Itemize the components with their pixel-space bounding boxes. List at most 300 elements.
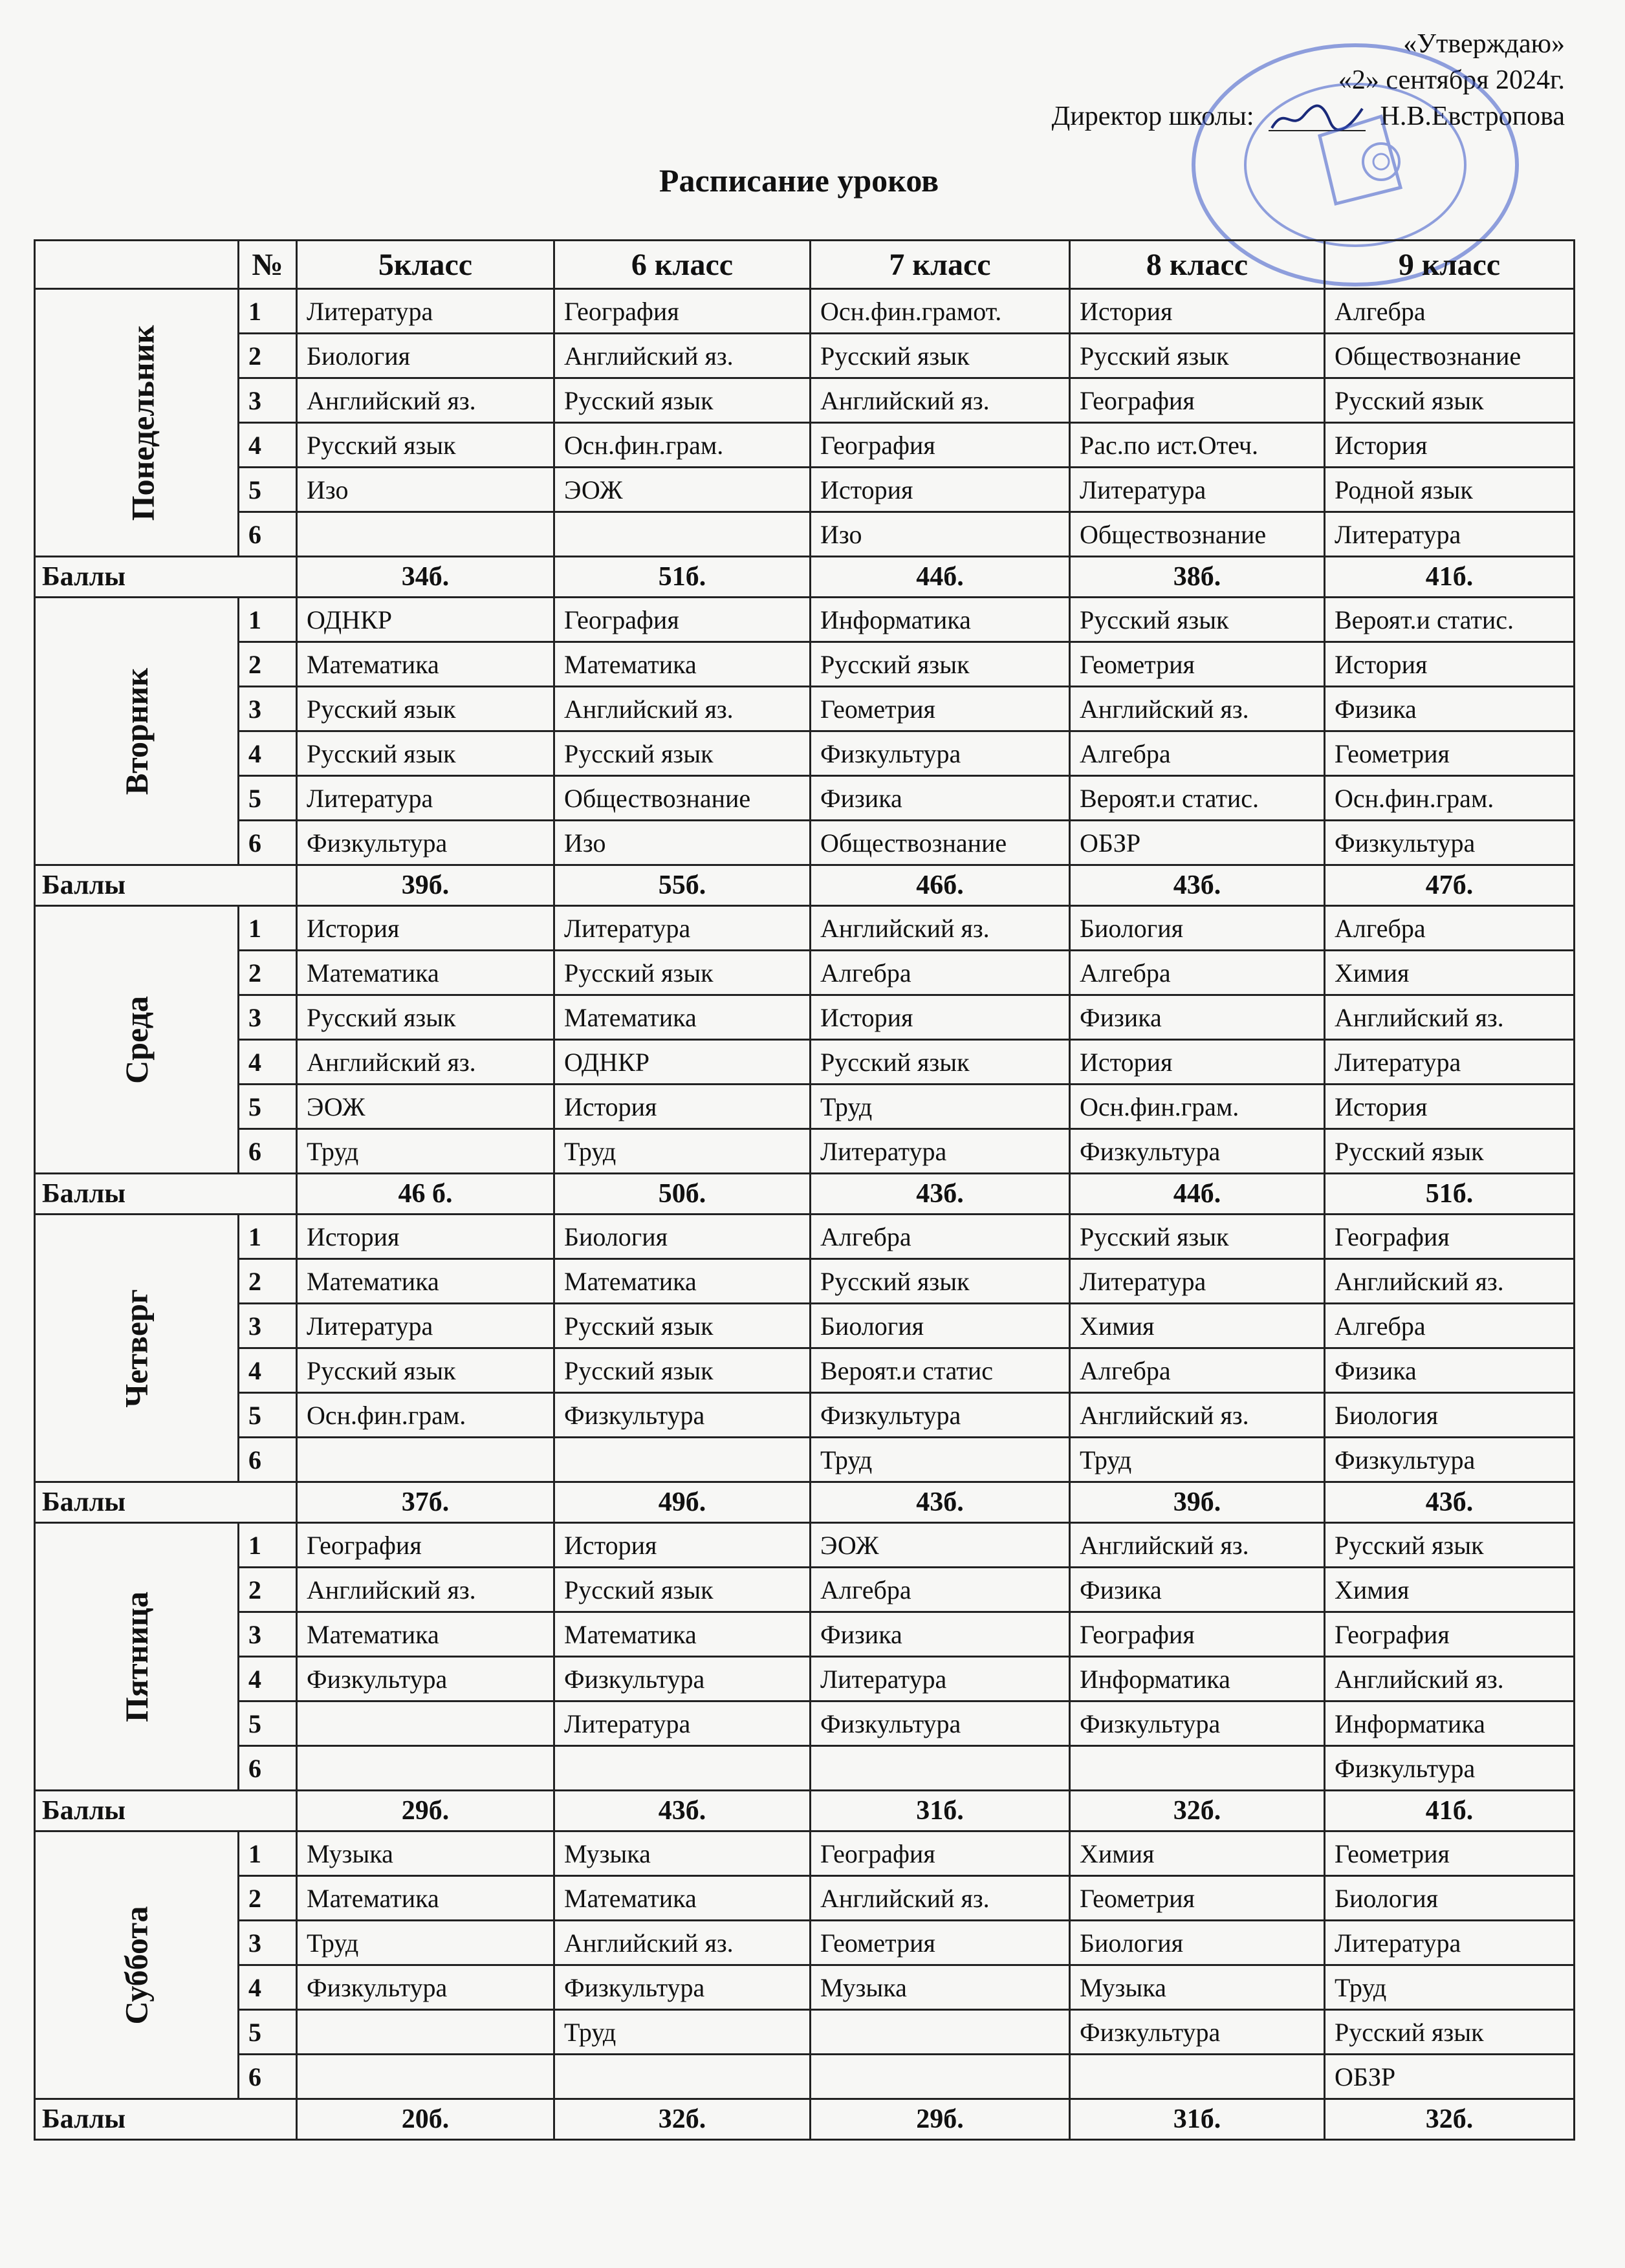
- lesson-cell: Литература: [297, 776, 554, 821]
- lesson-cell: География: [1070, 1612, 1325, 1657]
- lesson-cell: Английский яз.: [554, 1921, 811, 1965]
- lesson-cell: Информатика: [811, 598, 1070, 642]
- lesson-row: [35, 821, 1575, 865]
- lesson-cell: Рас.по ист.Отеч.: [1070, 423, 1325, 468]
- lesson-cell: Осн.фин.грам.: [554, 423, 811, 468]
- lesson-cell: Математика: [297, 1259, 554, 1304]
- score-label: Баллы: [35, 2099, 297, 2140]
- lesson-number: 6: [239, 1438, 297, 1482]
- score-label: Баллы: [35, 1482, 297, 1523]
- lesson-number: 2: [239, 642, 297, 687]
- lesson-cell: Литература: [811, 1129, 1070, 1174]
- lesson-cell: Геометрия: [1325, 1831, 1575, 1876]
- score-row: [35, 865, 1575, 906]
- lesson-cell: История: [554, 1523, 811, 1568]
- header-number: №: [239, 241, 297, 289]
- lesson-cell: Музыка: [297, 1831, 554, 1876]
- lesson-cell: Осн.фин.грам.: [1070, 1085, 1325, 1129]
- lesson-cell: Родной язык: [1325, 468, 1575, 512]
- lesson-cell: Химия: [1325, 951, 1575, 995]
- lesson-cell: Труд: [554, 1129, 811, 1174]
- lesson-cell: История: [297, 906, 554, 951]
- lesson-number: 6: [239, 1746, 297, 1791]
- lesson-number: 4: [239, 1348, 297, 1393]
- lesson-row: [35, 687, 1575, 731]
- lesson-row: [35, 1393, 1575, 1438]
- lesson-row: [35, 334, 1575, 378]
- lesson-cell: Английский яз.: [297, 1568, 554, 1612]
- score-label: Баллы: [35, 1174, 297, 1215]
- lesson-cell: Русский язык: [554, 1304, 811, 1348]
- lesson-cell: Литература: [297, 289, 554, 334]
- lesson-row: [35, 1701, 1575, 1746]
- director-name: Н.В.Евстропова: [1380, 102, 1565, 131]
- lesson-cell: Английский яз.: [554, 687, 811, 731]
- lesson-cell: Русский язык: [1325, 1129, 1575, 1174]
- lesson-cell: Вероят.и статис.: [1325, 598, 1575, 642]
- lesson-cell: Труд: [811, 1438, 1070, 1482]
- lesson-number: 4: [239, 1657, 297, 1701]
- lesson-cell: [297, 1746, 554, 1791]
- lesson-cell: Математика: [554, 1876, 811, 1921]
- score-label: Баллы: [35, 865, 297, 906]
- lesson-cell: Математика: [554, 642, 811, 687]
- lesson-cell: Английский яз.: [297, 378, 554, 423]
- lesson-number: 4: [239, 423, 297, 468]
- lesson-cell: Русский язык: [554, 378, 811, 423]
- lesson-cell: Алгебра: [811, 1568, 1070, 1612]
- lesson-cell: Литература: [554, 1701, 811, 1746]
- lesson-cell: Русский язык: [554, 951, 811, 995]
- day-cell: [35, 1523, 239, 1791]
- lesson-cell: География: [554, 289, 811, 334]
- lesson-cell: Физкультура: [811, 731, 1070, 776]
- lesson-cell: Обществознание: [811, 821, 1070, 865]
- lesson-cell: Русский язык: [297, 995, 554, 1040]
- lesson-row: [35, 378, 1575, 423]
- lesson-number: 3: [239, 1304, 297, 1348]
- lesson-cell: Английский яз.: [811, 906, 1070, 951]
- day-cell: [35, 906, 239, 1174]
- lesson-cell: Труд: [554, 2010, 811, 2055]
- lesson-number: 1: [239, 598, 297, 642]
- lesson-row: [35, 289, 1575, 334]
- lesson-cell: Алгебра: [1325, 289, 1575, 334]
- lesson-cell: География: [1070, 378, 1325, 423]
- day-label: Вторник: [118, 667, 155, 795]
- lesson-cell: География: [811, 1831, 1070, 1876]
- lesson-number: 2: [239, 1568, 297, 1612]
- lesson-cell: История: [1070, 289, 1325, 334]
- lesson-cell: ОДНКР: [297, 598, 554, 642]
- lesson-cell: Математика: [297, 951, 554, 995]
- lesson-cell: Геометрия: [811, 1921, 1070, 1965]
- lesson-cell: Информатика: [1070, 1657, 1325, 1701]
- score-cell: 43б.: [1325, 1482, 1575, 1523]
- score-row: [35, 2099, 1575, 2140]
- score-cell: 46б.: [811, 865, 1070, 906]
- day-label: Пятница: [118, 1591, 155, 1722]
- score-cell: 43б.: [811, 1482, 1070, 1523]
- lesson-number: 5: [239, 468, 297, 512]
- lesson-cell: Геометрия: [1070, 1876, 1325, 1921]
- score-cell: 46 б.: [297, 1174, 554, 1215]
- score-cell: 43б.: [811, 1174, 1070, 1215]
- lesson-cell: Биология: [1070, 1921, 1325, 1965]
- lesson-cell: Биология: [1070, 906, 1325, 951]
- lesson-number: 1: [239, 1831, 297, 1876]
- lesson-cell: [811, 2010, 1070, 2055]
- day-label: Суббота: [118, 1905, 155, 2025]
- lesson-cell: Литература: [1325, 1040, 1575, 1085]
- score-cell: 41б.: [1325, 1791, 1575, 1831]
- lesson-row: [35, 1085, 1575, 1129]
- lesson-row: [35, 1438, 1575, 1482]
- lesson-cell: ЭОЖ: [554, 468, 811, 512]
- lesson-cell: Труд: [1070, 1438, 1325, 1482]
- score-cell: 34б.: [297, 557, 554, 598]
- lesson-number: 5: [239, 1393, 297, 1438]
- lesson-cell: [554, 1746, 811, 1791]
- lesson-number: 2: [239, 334, 297, 378]
- lesson-cell: Музыка: [1070, 1965, 1325, 2010]
- lesson-cell: Математика: [554, 995, 811, 1040]
- lesson-cell: География: [554, 598, 811, 642]
- schedule-table: [34, 239, 1575, 2141]
- score-cell: 32б.: [1325, 2099, 1575, 2140]
- director-label: Директор школы:: [1051, 102, 1254, 131]
- score-cell: 39б.: [297, 865, 554, 906]
- lesson-cell: Физкультура: [554, 1657, 811, 1701]
- score-cell: 39б.: [1070, 1482, 1325, 1523]
- score-cell: 43б.: [1070, 865, 1325, 906]
- lesson-row: [35, 1612, 1575, 1657]
- lesson-number: 2: [239, 1876, 297, 1921]
- lesson-cell: Физкультура: [554, 1393, 811, 1438]
- lesson-cell: [811, 2055, 1070, 2099]
- header-empty-cell: [35, 241, 239, 289]
- lesson-cell: Математика: [554, 1259, 811, 1304]
- day-label: Понедельник: [124, 325, 161, 521]
- score-cell: 44б.: [1070, 1174, 1325, 1215]
- lesson-cell: [297, 1438, 554, 1482]
- lesson-row: [35, 1921, 1575, 1965]
- lesson-cell: История: [554, 1085, 811, 1129]
- lesson-cell: Музыка: [554, 1831, 811, 1876]
- lesson-cell: Физика: [811, 776, 1070, 821]
- lesson-cell: Английский яз.: [297, 1040, 554, 1085]
- lesson-cell: Русский язык: [1325, 1523, 1575, 1568]
- lesson-cell: Математика: [297, 1612, 554, 1657]
- lesson-cell: Математика: [297, 1876, 554, 1921]
- score-cell: 37б.: [297, 1482, 554, 1523]
- lesson-cell: Математика: [554, 1612, 811, 1657]
- header-class-5: 5класс: [297, 241, 554, 289]
- score-cell: 44б.: [811, 557, 1070, 598]
- lesson-number: 1: [239, 1215, 297, 1259]
- score-cell: 20б.: [297, 2099, 554, 2140]
- lesson-number: 5: [239, 2010, 297, 2055]
- lesson-cell: Химия: [1070, 1831, 1325, 1876]
- lesson-cell: Алгебра: [1325, 906, 1575, 951]
- lesson-cell: Русский язык: [297, 731, 554, 776]
- lesson-cell: Английский яз.: [1325, 995, 1575, 1040]
- score-cell: 51б.: [554, 557, 811, 598]
- lesson-cell: Литература: [297, 1304, 554, 1348]
- lesson-number: 4: [239, 1965, 297, 2010]
- lesson-cell: Химия: [1070, 1304, 1325, 1348]
- lesson-cell: Английский яз.: [1325, 1259, 1575, 1304]
- lesson-cell: Физкультура: [1070, 1701, 1325, 1746]
- day-cell: [35, 289, 239, 557]
- lesson-cell: История: [811, 468, 1070, 512]
- lesson-cell: Геометрия: [1325, 731, 1575, 776]
- lesson-cell: Физкультура: [1325, 1746, 1575, 1791]
- lesson-number: 5: [239, 776, 297, 821]
- lesson-cell: Физика: [1070, 995, 1325, 1040]
- lesson-cell: Английский яз.: [1070, 1393, 1325, 1438]
- lesson-row: [35, 1965, 1575, 2010]
- score-label: Баллы: [35, 1791, 297, 1831]
- lesson-cell: Алгебра: [1070, 951, 1325, 995]
- lesson-cell: Труд: [297, 1921, 554, 1965]
- lesson-cell: [554, 1438, 811, 1482]
- lesson-cell: Информатика: [1325, 1701, 1575, 1746]
- lesson-number: 3: [239, 1612, 297, 1657]
- lesson-cell: Литература: [1070, 1259, 1325, 1304]
- lesson-cell: Физкультура: [811, 1393, 1070, 1438]
- lesson-row: [35, 512, 1575, 557]
- lesson-cell: Английский яз.: [811, 378, 1070, 423]
- header-class-6: 6 класс: [554, 241, 811, 289]
- lesson-cell: ОБЗР: [1325, 2055, 1575, 2099]
- lesson-row: [35, 1259, 1575, 1304]
- lesson-cell: История: [1325, 423, 1575, 468]
- lesson-cell: Изо: [297, 468, 554, 512]
- lesson-cell: Русский язык: [297, 1348, 554, 1393]
- lesson-cell: Русский язык: [811, 642, 1070, 687]
- lesson-cell: Русский язык: [1070, 1215, 1325, 1259]
- lesson-cell: Русский язык: [1325, 2010, 1575, 2055]
- lesson-number: 1: [239, 289, 297, 334]
- lesson-cell: [297, 1701, 554, 1746]
- lesson-row: [35, 598, 1575, 642]
- score-cell: 31б.: [1070, 2099, 1325, 2140]
- lesson-cell: Английский яз.: [1070, 687, 1325, 731]
- lesson-row: [35, 951, 1575, 995]
- score-cell: 32б.: [554, 2099, 811, 2140]
- lesson-row: [35, 906, 1575, 951]
- lesson-cell: Труд: [1325, 1965, 1575, 2010]
- lesson-row: [35, 776, 1575, 821]
- score-row: [35, 1174, 1575, 1215]
- lesson-row: [35, 1215, 1575, 1259]
- day-label: Среда: [118, 995, 155, 1084]
- lesson-cell: Физкультура: [554, 1965, 811, 2010]
- lesson-cell: Литература: [1070, 468, 1325, 512]
- lesson-cell: Физкультура: [297, 1965, 554, 2010]
- lesson-cell: ЭОЖ: [297, 1085, 554, 1129]
- lesson-row: [35, 1831, 1575, 1876]
- lesson-cell: [297, 2055, 554, 2099]
- lesson-cell: Русский язык: [811, 1040, 1070, 1085]
- lesson-cell: Алгебра: [1325, 1304, 1575, 1348]
- lesson-cell: Биология: [1325, 1393, 1575, 1438]
- lesson-row: [35, 1657, 1575, 1701]
- lesson-number: 4: [239, 1040, 297, 1085]
- lesson-row: [35, 1348, 1575, 1393]
- header-class-8: 8 класс: [1070, 241, 1325, 289]
- score-cell: 43б.: [554, 1791, 811, 1831]
- lesson-cell: Русский язык: [1070, 598, 1325, 642]
- lesson-number: 3: [239, 687, 297, 731]
- lesson-cell: Русский язык: [811, 334, 1070, 378]
- lesson-cell: Геометрия: [1070, 642, 1325, 687]
- score-cell: 50б.: [554, 1174, 811, 1215]
- lesson-cell: Алгебра: [1070, 731, 1325, 776]
- day-cell: [35, 1215, 239, 1482]
- lesson-row: [35, 1129, 1575, 1174]
- score-cell: 29б.: [297, 1791, 554, 1831]
- lesson-number: 6: [239, 821, 297, 865]
- lesson-cell: Физика: [1325, 687, 1575, 731]
- lesson-cell: История: [1325, 642, 1575, 687]
- lesson-cell: [297, 2010, 554, 2055]
- score-cell: 41б.: [1325, 557, 1575, 598]
- score-cell: 51б.: [1325, 1174, 1575, 1215]
- lesson-cell: География: [811, 423, 1070, 468]
- lesson-row: [35, 1746, 1575, 1791]
- lesson-number: 3: [239, 995, 297, 1040]
- lesson-cell: Русский язык: [297, 423, 554, 468]
- lesson-cell: Вероят.и статис: [811, 1348, 1070, 1393]
- day-cell: [35, 1831, 239, 2099]
- lesson-cell: Физика: [1070, 1568, 1325, 1612]
- lesson-row: [35, 1040, 1575, 1085]
- lesson-cell: Физкультура: [1325, 821, 1575, 865]
- lesson-cell: Русский язык: [554, 1568, 811, 1612]
- lesson-cell: Русский язык: [297, 687, 554, 731]
- lesson-cell: Химия: [1325, 1568, 1575, 1612]
- lesson-cell: Физика: [1325, 1348, 1575, 1393]
- lesson-cell: [554, 2055, 811, 2099]
- lesson-cell: Осн.фин.грам.: [1325, 776, 1575, 821]
- score-row: [35, 557, 1575, 598]
- lesson-cell: Биология: [1325, 1876, 1575, 1921]
- lesson-cell: Физкультура: [297, 821, 554, 865]
- header-row: [35, 241, 1575, 289]
- lesson-cell: Биология: [811, 1304, 1070, 1348]
- score-row: [35, 1791, 1575, 1831]
- lesson-cell: Физкультура: [811, 1701, 1070, 1746]
- lesson-cell: [1070, 2055, 1325, 2099]
- lesson-cell: Математика: [297, 642, 554, 687]
- lesson-cell: [811, 1746, 1070, 1791]
- lesson-row: [35, 423, 1575, 468]
- lesson-cell: ОДНКР: [554, 1040, 811, 1085]
- lesson-cell: Английский яз.: [554, 334, 811, 378]
- lesson-cell: Осн.фин.грам.: [297, 1393, 554, 1438]
- lesson-cell: История: [297, 1215, 554, 1259]
- lesson-cell: Английский яз.: [1070, 1523, 1325, 1568]
- lesson-cell: Изо: [554, 821, 811, 865]
- lesson-number: 5: [239, 1701, 297, 1746]
- lesson-cell: Биология: [554, 1215, 811, 1259]
- score-cell: 29б.: [811, 2099, 1070, 2140]
- lesson-cell: Труд: [811, 1085, 1070, 1129]
- score-cell: 38б.: [1070, 557, 1325, 598]
- score-label: Баллы: [35, 557, 297, 598]
- day-cell: [35, 598, 239, 865]
- lesson-cell: Литература: [811, 1657, 1070, 1701]
- lesson-number: 3: [239, 1921, 297, 1965]
- lesson-number: 6: [239, 512, 297, 557]
- lesson-cell: Физкультура: [1070, 1129, 1325, 1174]
- score-cell: 47б.: [1325, 865, 1575, 906]
- lesson-number: 4: [239, 731, 297, 776]
- lesson-cell: Обществознание: [554, 776, 811, 821]
- score-cell: 55б.: [554, 865, 811, 906]
- approval-heading: «Утверждаю»: [1403, 29, 1565, 59]
- lesson-row: [35, 731, 1575, 776]
- lesson-cell: [554, 512, 811, 557]
- lesson-cell: Литература: [1325, 1921, 1575, 1965]
- lesson-cell: История: [1070, 1040, 1325, 1085]
- lesson-row: [35, 995, 1575, 1040]
- lesson-cell: Труд: [297, 1129, 554, 1174]
- page-title: Расписание уроков: [659, 162, 939, 199]
- lesson-cell: Английский яз.: [1325, 1657, 1575, 1701]
- lesson-cell: Алгебра: [811, 1215, 1070, 1259]
- lesson-cell: Русский язык: [1070, 334, 1325, 378]
- approval-date: «2» сентября 2024г.: [1338, 65, 1565, 95]
- lesson-row: [35, 1876, 1575, 1921]
- lesson-cell: Русский язык: [554, 1348, 811, 1393]
- lesson-cell: Физика: [811, 1612, 1070, 1657]
- lesson-cell: Русский язык: [1325, 378, 1575, 423]
- lesson-cell: География: [1325, 1612, 1575, 1657]
- lesson-number: 3: [239, 378, 297, 423]
- lesson-cell: Русский язык: [811, 1259, 1070, 1304]
- lesson-cell: Геометрия: [811, 687, 1070, 731]
- score-cell: 32б.: [1070, 1791, 1325, 1831]
- lesson-cell: Физкультура: [1325, 1438, 1575, 1482]
- lesson-cell: [297, 512, 554, 557]
- lesson-cell: ОБЗР: [1070, 821, 1325, 865]
- lesson-cell: Музыка: [811, 1965, 1070, 2010]
- lesson-cell: Алгебра: [1070, 1348, 1325, 1393]
- lesson-cell: Физкультура: [1070, 2010, 1325, 2055]
- lesson-cell: Физкультура: [297, 1657, 554, 1701]
- lesson-number: 1: [239, 1523, 297, 1568]
- lesson-cell: История: [811, 995, 1070, 1040]
- lesson-cell: Биология: [297, 334, 554, 378]
- score-cell: 49б.: [554, 1482, 811, 1523]
- lesson-number: 6: [239, 2055, 297, 2099]
- lesson-number: 5: [239, 1085, 297, 1129]
- lesson-cell: ЭОЖ: [811, 1523, 1070, 1568]
- lesson-cell: [1070, 1746, 1325, 1791]
- header-class-7: 7 класс: [811, 241, 1070, 289]
- lesson-cell: Литература: [554, 906, 811, 951]
- lesson-cell: Осн.фин.грамот.: [811, 289, 1070, 334]
- lesson-number: 2: [239, 951, 297, 995]
- lesson-row: [35, 468, 1575, 512]
- lesson-row: [35, 642, 1575, 687]
- lesson-cell: География: [1325, 1215, 1575, 1259]
- lesson-row: [35, 2055, 1575, 2099]
- score-cell: 31б.: [811, 1791, 1070, 1831]
